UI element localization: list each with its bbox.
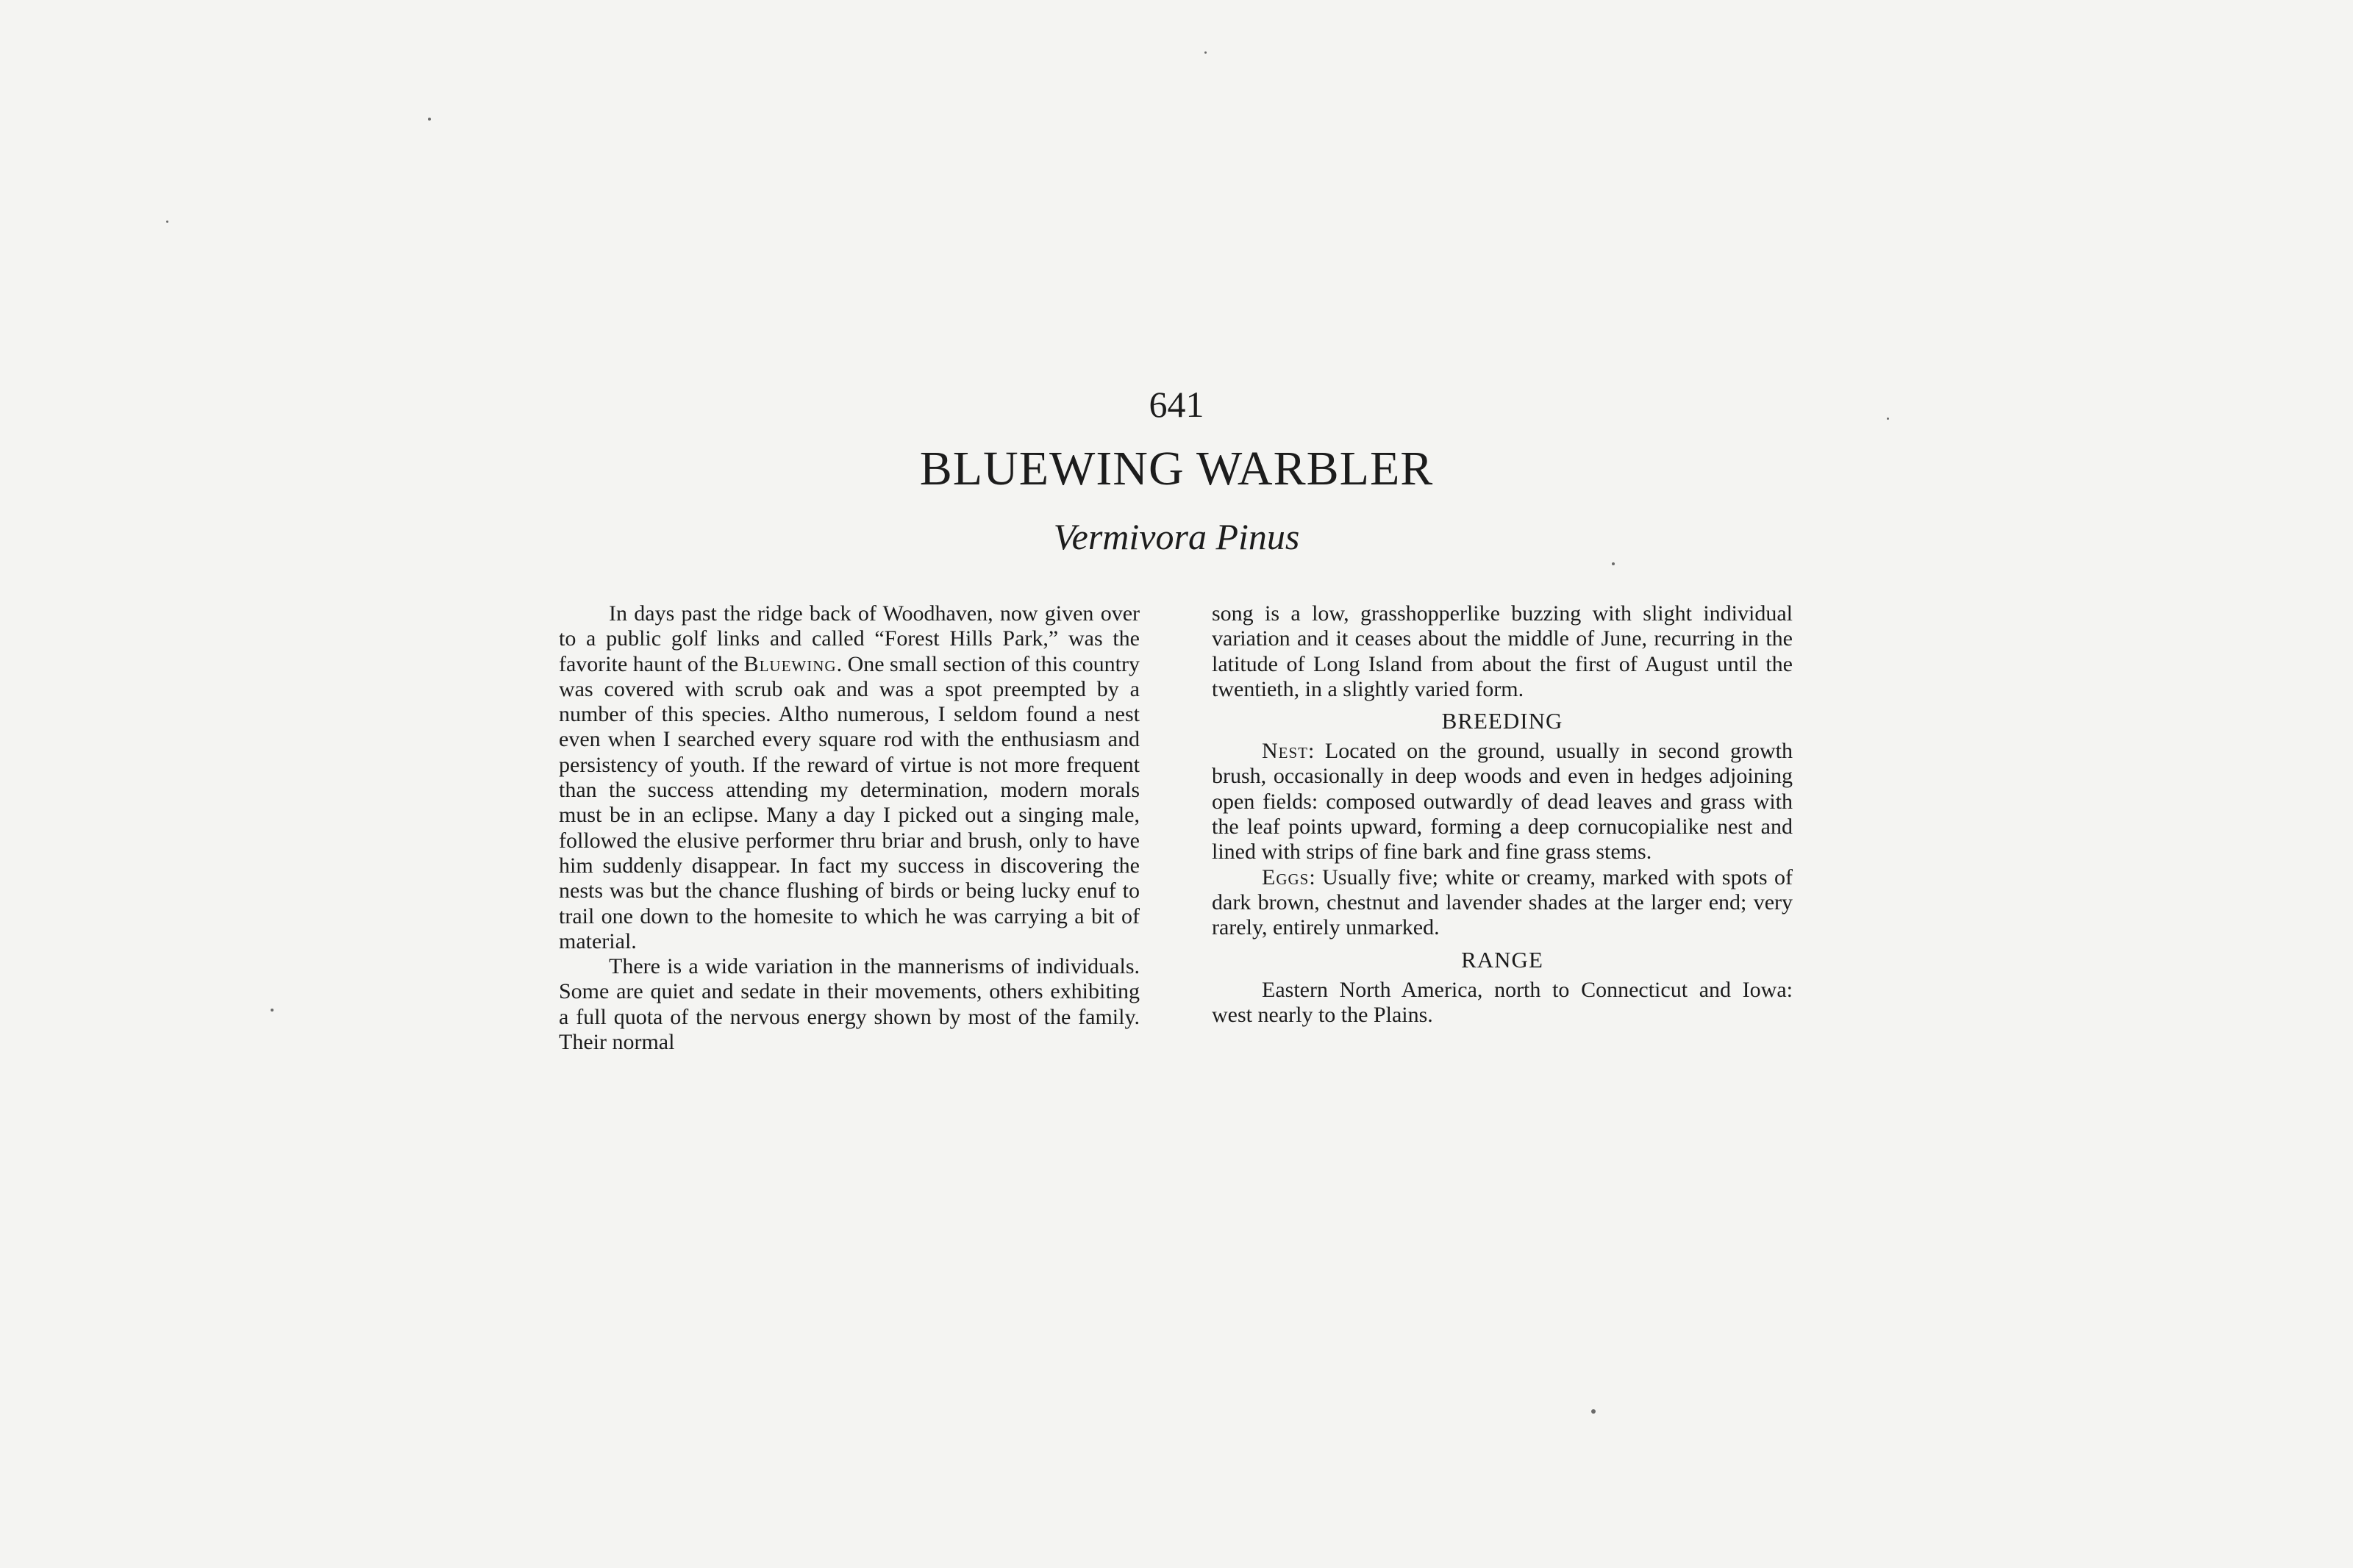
eggs-paragraph <box>1212 865 1793 941</box>
paper-speck <box>271 1009 274 1012</box>
mannerisms-paragraph: There is a wide variation in the mannerisms of individuals. Some are quiet and sedate in their movements, others exhibiting a full quota of the nervous energy shown by most of the family. Their normal <box>559 954 1140 1055</box>
bird-name-smallcaps: Bluewing <box>743 651 837 676</box>
paper-speck <box>166 221 168 223</box>
page-title: BLUEWING WARBLER <box>919 442 1434 495</box>
nest-paragraph <box>1212 739 1793 864</box>
right-column <box>1212 601 1793 1028</box>
song-paragraph: song is a low, grasshopperlike buzzing with slight individual variation and it ceases about the middle of June, recurring in the latitude of Long Island from about the first of August until the twentieth, in a slightly varied form. <box>1212 601 1793 701</box>
nest-label: Nest <box>1262 739 1308 764</box>
breeding-heading: BREEDING <box>1441 708 1563 734</box>
paper-speck <box>1591 1409 1596 1414</box>
eggs-text: : Usually five; white or creamy, marked with spots of dark brown, chestnut and lavender shades at the larger end; very rarely, entirely unmarked. <box>1212 864 1793 940</box>
intro-paragraph <box>559 601 1140 954</box>
left-column <box>559 601 1140 1055</box>
paper-speck <box>1887 418 1889 420</box>
paper-speck <box>428 118 431 121</box>
range-heading: RANGE <box>1461 946 1543 973</box>
page-number: 641 <box>1149 384 1204 425</box>
paper-speck <box>1204 51 1207 54</box>
scientific-name: Vermivora Pinus <box>1053 516 1300 557</box>
intro-text-start: In days past the ridge back of Woodhaven, now given over to a public golf links and called “Forest Hills Park,” was the favorite haunt of the <box>559 601 1140 676</box>
intro-text-end: . One small section of this country was covered with scrub oak and was a spot preempted by a number of this species. Altho numerous, I seldom found a nest even when I searched every square rod with the enthusiasm and persistency of youth. If the reward of virtue is not more frequent than the success attending my determination, modern morals must be in an eclipse. Many a day I picked out a singing male, followed the elusive performer thru briar and brush, only to have him suddenly disappear. In fact my success in discovering the nests was but the chance flushing of birds or being lucky enuf to trail one down to the homesite to which he was carrying a bit of material. <box>559 651 1140 953</box>
nest-text: : Located on the ground, usually in second growth brush, occasionally in deep woods and even in hedges adjoining open fields: composed outwardly of dead leaves and grass with the leaf points upward, forming a deep cornucopialike nest and lined with strips of fine bark and fine grass stems. <box>1212 739 1793 864</box>
range-paragraph: Eastern North America, north to Connecticut and Iowa: west nearly to the Plains. <box>1212 977 1793 1027</box>
paper-speck <box>1612 562 1615 565</box>
eggs-label: Eggs <box>1262 864 1310 889</box>
